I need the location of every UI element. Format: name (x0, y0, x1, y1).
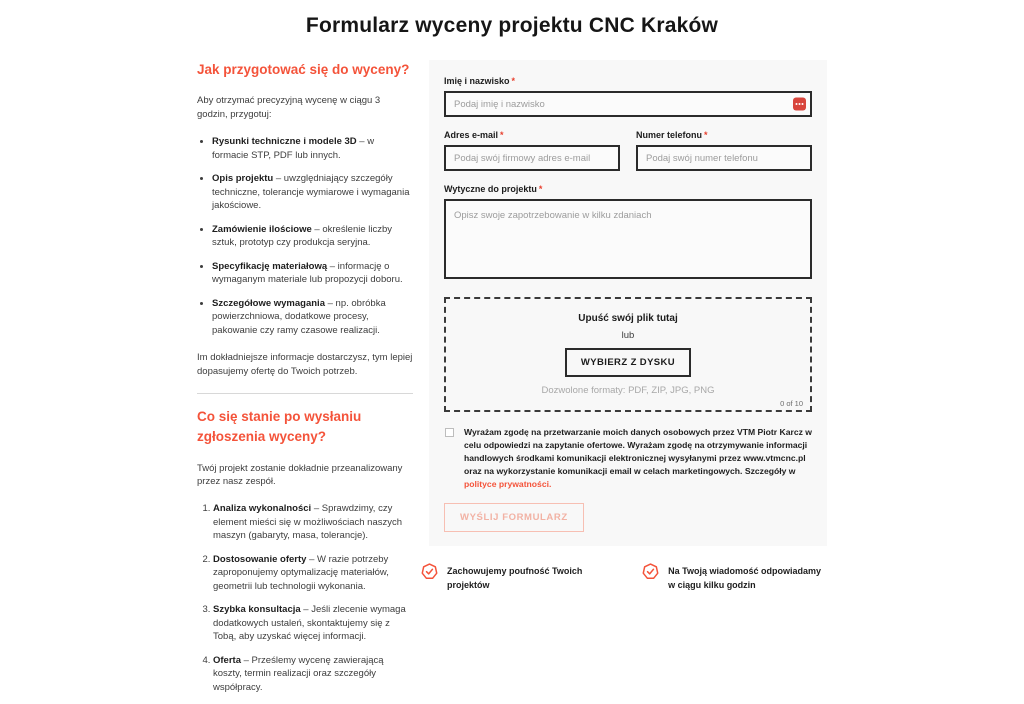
name-input[interactable] (444, 91, 812, 117)
email-label: Adres e-mail * (444, 130, 504, 140)
name-field-group (444, 76, 812, 117)
privacy-policy-link[interactable]: polityce prywatności. (464, 478, 552, 489)
phone-input[interactable] (636, 145, 812, 171)
email-field-group (444, 130, 620, 171)
preparation-intro: Aby otrzymać precyzyjną wycenę w ciągu 3 godzin, przygotuj: (197, 95, 381, 120)
quote-form (429, 60, 827, 546)
page-title: Formularz wyceny projektu CNC Kraków (305, 14, 719, 37)
file-dropzone[interactable] (444, 297, 812, 412)
guidelines-label: Wytyczne do projektu * (444, 184, 543, 194)
list-item: 1. Analiza wykonalności – Sprawdzimy, czy element mieści się w możliwościach naszych maszyn (gabaryty, masa, tolerancje). (213, 502, 413, 542)
dropzone-title: Upuść swój plik tutaj (578, 313, 678, 324)
email-input[interactable] (444, 145, 620, 171)
trust-badge-response-time: Na Twoją wiadomość odpowiadamy w ciągu kilku godzin (642, 562, 827, 592)
autofill-extension-icon[interactable] (793, 98, 806, 111)
required-asterisk: * (500, 130, 504, 140)
process-intro: Twój projekt zostanie dokładnie przeanalizowany przez nasz zespół. (197, 462, 403, 487)
form-column (429, 60, 827, 592)
section-heading-preparation: Jak przygotować się do wyceny? (197, 62, 410, 77)
consent-text: Wyrażam zgodę na przetwarzanie moich danych osobowych przez VTM Piotr Karcz w celu odpowiedzi na zapytanie ofertowe. Wyrażam zgodę na otrzymywanie informacji handlowych środkami komunikacji elektronicznej wysyłanymi przez www.vtmcnc.pl oraz na wykorzystanie komunikacji email w celach marketingowych. Szczegóły w polityce prywatności. (464, 427, 812, 489)
dropzone-or-text: lub (621, 330, 635, 341)
info-column (197, 60, 413, 704)
allowed-formats-text: Dozwolone formaty: PDF, ZIP, JPG, PNG (541, 385, 715, 396)
submit-button[interactable]: WYŚLIJ FORMULARZ (444, 503, 584, 532)
content (197, 60, 827, 704)
required-asterisk: * (538, 184, 543, 194)
phone-label: Numer telefonu * (636, 130, 708, 140)
required-asterisk: * (704, 130, 708, 140)
trust-badge-confidentiality: Zachowujemy poufność Twoich projektów (421, 562, 626, 592)
guidelines-field-group (444, 184, 812, 284)
section-heading-process: Co się stanie po wysłaniu zgłoszenia wyceny? (197, 409, 362, 445)
section-divider (197, 393, 413, 394)
list-item: 3. Szybka konsultacja – Jeśli zlecenie wymaga dodatkowych ustaleń, skontaktujemy się z Tobą, aby uzyskać więcej informacji. (213, 603, 413, 643)
choose-file-button[interactable]: WYBIERZ Z DYSKU (565, 348, 691, 377)
list-item: • Specyfikację materiałową – informację o wymaganym materiale lub propozycji doboru. (212, 260, 413, 287)
preparation-outro: Im dokładniejsze informacje dostarczysz, tym lepiej dopasujemy ofertę do Twoich potrzeb. (197, 352, 413, 377)
trust-badges (421, 562, 827, 592)
process-steps-list (197, 502, 413, 694)
required-asterisk: * (511, 76, 516, 86)
list-item: • Szczegółowe wymagania – np. obróbka powierzchniowa, dodatkowe procesy, pakowanie czy ramy czasowe realizacji. (212, 297, 413, 337)
list-item: • Rysunki techniczne i modele 3D – w formacie STP, PDF lub innych. (212, 135, 413, 162)
phone-field-group (636, 130, 812, 171)
consent-checkbox[interactable] (445, 428, 454, 437)
file-counter: 0 of 10 (780, 399, 803, 408)
list-item: 2. Dostosowanie oferty – W razie potrzeby zaproponujemy optymalizację materiałów, geometrii lub technologii wykonania. (213, 553, 413, 593)
consent-row (444, 426, 812, 490)
list-item: • Opis projektu – uwzględniający szczegóły techniczne, tolerancje wymiarowe i wymagania jakościowe. (212, 172, 413, 212)
guidelines-textarea[interactable] (444, 199, 812, 279)
name-label: Imię i nazwisko * (444, 76, 516, 86)
list-item: • Zamówienie ilościowe – określenie liczby sztuk, prototyp czy produkcja seryjna. (212, 223, 413, 250)
preparation-list (197, 135, 413, 337)
list-item: 4. Oferta – Prześlemy wycenę zawierającą koszty, termin realizacji oraz szczegóły współpracy. (213, 654, 413, 694)
